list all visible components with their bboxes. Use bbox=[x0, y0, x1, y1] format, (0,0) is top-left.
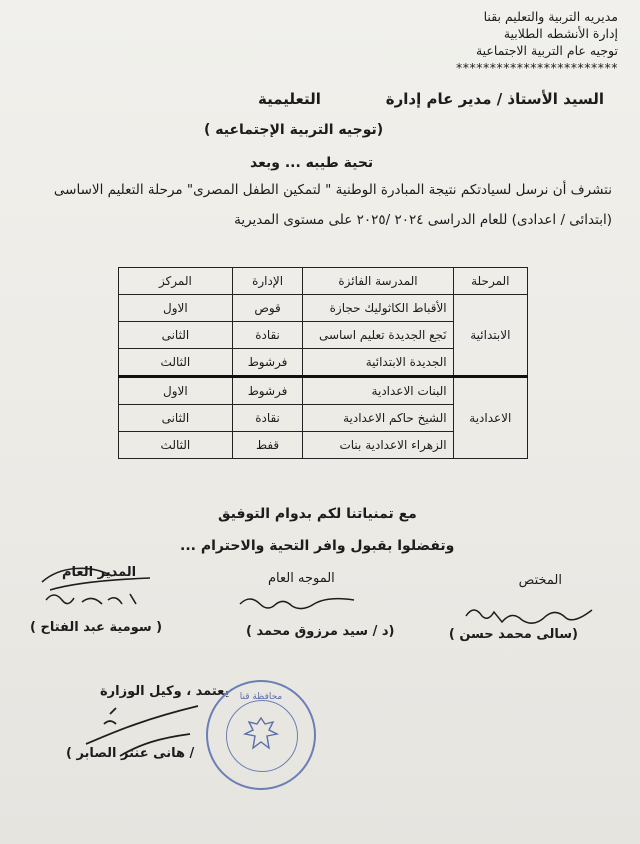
rank-cell: الاول bbox=[119, 377, 233, 405]
director-signature bbox=[30, 562, 170, 618]
greeting: تحية طيبه ... وبعد bbox=[250, 155, 374, 171]
school-cell: الزهراء الاعدادية بنات bbox=[303, 432, 453, 459]
body-line-1: نتشرف أن نرسل لسيادتكم نتيجة المبادرة الوطنية " لتمكين الطفل المصرى" مرحلة التعليم الاساسى bbox=[53, 182, 612, 198]
school-cell: الشيخ حاكم الاعدادية bbox=[303, 405, 453, 432]
specialist-name: (سالى محمد حسن ) bbox=[448, 627, 578, 642]
header-school: المدرسة الفائزة bbox=[303, 268, 453, 295]
supervisor-name: (د / سيد مرزوق محمد ) bbox=[246, 624, 395, 639]
results-table bbox=[118, 267, 528, 459]
rank-cell: الثالث bbox=[119, 349, 233, 377]
addressee-title: السيد الأستاذ / مدير عام إدارة bbox=[385, 90, 604, 108]
rank-cell: الثانى bbox=[119, 322, 233, 349]
stage-primary: الابتدائية bbox=[453, 295, 527, 377]
school-cell: نَجع الجديدة تعليم اساسى bbox=[303, 322, 453, 349]
rank-cell: الثانى bbox=[119, 405, 233, 432]
admin-cell: قفط bbox=[232, 432, 303, 459]
stage-preparatory: الاعدادية bbox=[453, 377, 527, 459]
seal-text: محافظة قنا bbox=[239, 692, 283, 702]
admin-cell: نقادة bbox=[232, 405, 303, 432]
admin-cell: فرشوط bbox=[232, 349, 303, 377]
table-row bbox=[119, 377, 528, 405]
specialist-signature bbox=[460, 596, 600, 628]
closing-line-2: وتفضلوا بقبول وافر التحية والاحترام ... bbox=[180, 538, 455, 554]
director-title: المدير العام bbox=[62, 565, 137, 580]
addressee-dept: (توجيه التربية الإجتماعيه ) bbox=[204, 122, 384, 138]
rank-cell: الثالث bbox=[119, 432, 233, 459]
supervisor-title: الموجه العام bbox=[268, 571, 335, 586]
header-stars: ************************ bbox=[456, 60, 618, 75]
eagle-emblem-icon bbox=[241, 714, 281, 756]
table-header-row bbox=[119, 268, 528, 295]
header-admin: الإدارة bbox=[232, 268, 303, 295]
approve-name: / هانى عنتر الصابر ) bbox=[66, 746, 195, 761]
director-name: ( سومية عبد الفتاح ) bbox=[30, 620, 163, 635]
header-stage: المرحلة bbox=[453, 268, 527, 295]
supervisor-signature bbox=[236, 588, 366, 618]
header-guidance: توجيه عام التربية الاجتماعية bbox=[475, 43, 618, 58]
school-cell: الأقباط الكاثوليك حجازة bbox=[303, 295, 453, 322]
header-directorate: مديريه التربية والتعليم بقنا bbox=[483, 9, 618, 24]
admin-cell: قوص bbox=[232, 295, 303, 322]
school-cell: البنات الاعدادية bbox=[303, 377, 453, 405]
approve-title: يعتمد ، وكيل الوزارة bbox=[100, 684, 230, 699]
header-department: إدارة الأنشطه الطلابية bbox=[503, 26, 618, 41]
school-cell: الجديدة الابتدائية bbox=[303, 349, 453, 377]
table-row bbox=[119, 295, 528, 322]
closing-line-1: مع تمنياتنا لكم بدوام التوفيق bbox=[218, 506, 417, 522]
rank-cell: الاول bbox=[119, 295, 233, 322]
addressee-admin: التعليمية bbox=[258, 90, 321, 108]
admin-cell: فرشوط bbox=[232, 377, 303, 405]
body-line-2: (ابتدائى / اعدادى) للعام الدراسى ٢٠٢٤ /٢٠٢٥ على مستوى المديرية bbox=[234, 212, 612, 228]
admin-cell: نقادة bbox=[232, 322, 303, 349]
official-seal bbox=[206, 680, 316, 790]
specialist-title: المختص bbox=[518, 573, 562, 588]
header-rank: المركز bbox=[119, 268, 233, 295]
